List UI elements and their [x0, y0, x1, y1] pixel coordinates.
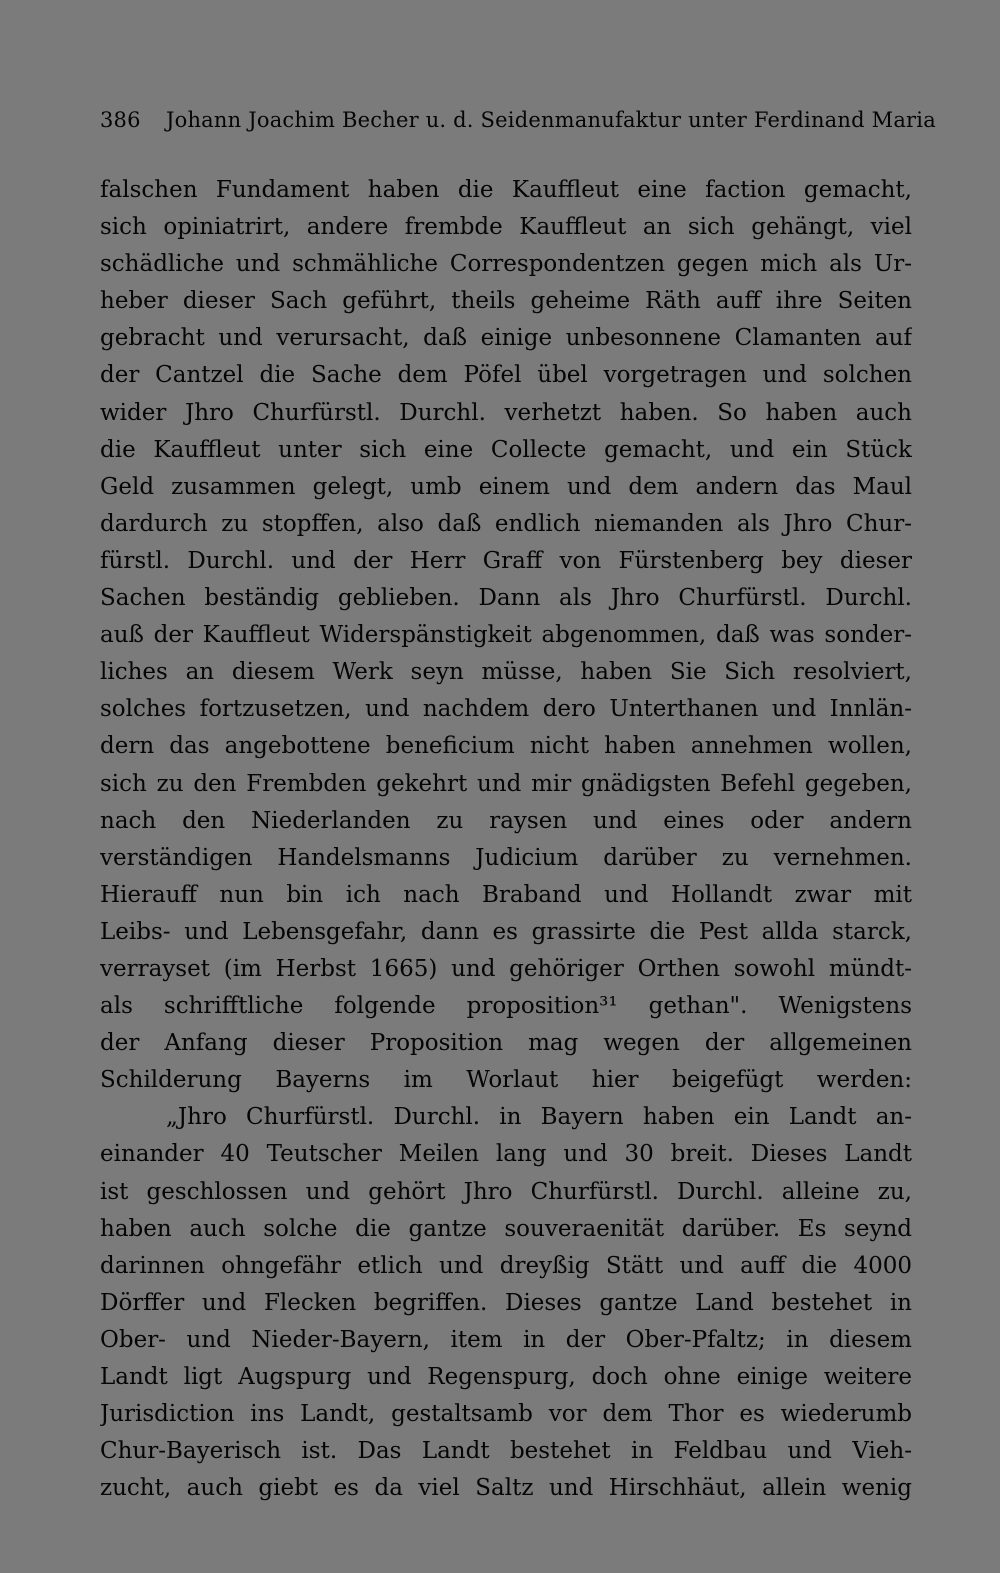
text-line: wider Jhro Churfürstl. Durchl. verhetzt haben. So haben auch	[100, 399, 912, 426]
text-line: gebracht und verursacht, daß einige unbesonnene Clamanten auf	[100, 325, 912, 352]
running-head: Johann Joachim Becher u. d. Seidenmanufaktur unter Ferdinand Maria	[166, 108, 936, 132]
page-number: 386	[100, 108, 141, 132]
text-line: sich zu den Frembden gekehrt und mir gnädigsten Befehl gegeben,	[100, 770, 912, 797]
text-line: Geld zusammen gelegt, umb einem und dem andern das Maul	[100, 473, 912, 500]
text-line: solches fortzusetzen, und nachdem dero Unterthanen und Innlän-	[100, 696, 912, 723]
text-line: die Kauffleut unter sich eine Collecte gemacht, und ein Stück	[100, 436, 912, 463]
text-line: Ober- und Nieder-Bayern, item in der Ober-Pfaltz; in diesem	[100, 1326, 912, 1353]
text-line: dern das angebottene beneficium nicht haben annehmen wollen,	[100, 733, 912, 760]
text-line: als schrifftliche folgende proposition³¹ gethan". Wenigstens	[100, 993, 912, 1020]
text-line: der Cantzel die Sache dem Pöfel übel vorgetragen und solchen	[100, 362, 912, 389]
page-header	[100, 108, 936, 148]
book-page	[100, 108, 936, 1548]
text-line: Landt ligt Augspurg und Regenspurg, doch ohne einige weitere	[100, 1364, 912, 1390]
text-line: Chur-Bayerisch ist. Das Landt bestehet in Feldbau und Vieh-	[100, 1438, 912, 1465]
text-line: verständigen Handelsmanns Judicium darüber zu vernehmen.	[100, 844, 912, 871]
text-line: nach den Niederlanden zu raysen und eines oder andern	[100, 807, 912, 834]
text-line: Sachen beständig geblieben. Dann als Jhro Churfürstl. Durchl.	[100, 585, 912, 612]
text-line: Hierauff nun bin ich nach Braband und Hollandt zwar mit	[100, 881, 912, 908]
text-line: liches an diesem Werk seyn müsse, haben Sie Sich resolviert,	[100, 659, 912, 686]
text-line: ist geschlossen und gehört Jhro Churfürstl. Durchl. alleine zu,	[100, 1178, 912, 1205]
text-line: Jurisdiction ins Landt, gestaltsamb vor dem Thor es wiederumb	[100, 1401, 912, 1428]
text-line: darinnen ohngefähr etlich und dreyßig Stätt und auff die 4000	[100, 1252, 912, 1279]
text-line: Leibs- und Lebensgefahr, dann es grassirte die Pest allda starck,	[100, 918, 912, 945]
text-line: Schilderung Bayerns im Worlaut hier beigefügt werden:	[100, 1067, 912, 1094]
text-line: Dörffer und Flecken begriffen. Dieses gantze Land bestehet in	[100, 1289, 912, 1316]
text-line: haben auch solche die gantze souveraenität darüber. Es seynd	[100, 1215, 912, 1242]
text-line: falschen Fundament haben die Kauffleut eine faction gemacht,	[100, 177, 912, 203]
text-line: dardurch zu stopffen, also daß endlich niemanden als Jhro Chur-	[100, 510, 912, 537]
text-line: auß der Kauffleut Widerspänstigkeit abgenommen, daß was sonder-	[100, 622, 912, 649]
text-line: sich opiniatrirt, andere frembde Kauffleut an sich gehängt, viel	[100, 214, 912, 241]
text-line: der Anfang dieser Proposition mag wegen der allgemeinen	[100, 1030, 912, 1057]
text-line: schädliche und schmähliche Correspondentzen gegen mich als Ur-	[100, 251, 912, 278]
text-line: verrayset (im Herbst 1665) und gehöriger Orthen sowohl mündt-	[100, 955, 912, 982]
body-text	[100, 172, 912, 1507]
text-line: zucht, auch giebt es da viel Saltz und Hirschhäut, allein wenig	[100, 1475, 912, 1502]
text-line: fürstl. Durchl. und der Herr Graff von Fürstenberg bey dieser	[100, 547, 912, 574]
text-line: einander 40 Teutscher Meilen lang und 30 breit. Dieses Landt	[100, 1141, 912, 1168]
text-line: heber dieser Sach geführt, theils geheime Räth auff ihre Seiten	[100, 288, 912, 315]
quote-opening-line: „Jhro Churfürstl. Durchl. in Bayern haben ein Landt an-	[166, 1104, 912, 1131]
